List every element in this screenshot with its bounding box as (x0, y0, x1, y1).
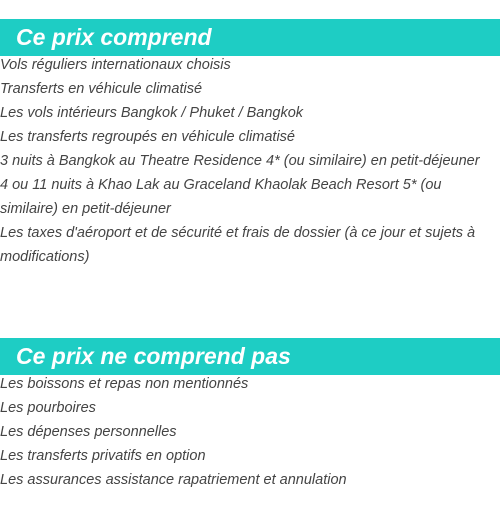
list-item: Les vols intérieurs Bangkok / Phuket / Bangkok (0, 105, 304, 121)
list-item: Les transferts regroupés en véhicule climatisé (0, 129, 295, 145)
list-item: Les assurances assistance rapatriement et annulation (0, 472, 347, 488)
excludes-list (0, 372, 500, 492)
excludes-section-title: Ce prix ne comprend pas (0, 338, 500, 375)
list-item: Les taxes d'aéroport et de sécurité et frais de dossier (à ce jour et sujets à modifications) (0, 225, 476, 265)
includes-section-title: Ce prix comprend (0, 19, 500, 56)
list-item: Les dépenses personnelles (0, 424, 177, 440)
list-item: 3 nuits à Bangkok au Theatre Residence 4* (ou similaire) en petit-déjeuner (0, 153, 480, 169)
list-item: Transferts en véhicule climatisé (0, 81, 203, 97)
list-item: Vols réguliers internationaux choisis (0, 57, 231, 73)
includes-list (0, 53, 500, 269)
list-item: 4 ou 11 nuits à Khao Lak au Graceland Khaolak Beach Resort 5* (ou similaire) en petit-déjeuner (0, 177, 442, 217)
list-item: Les transferts privatifs en option (0, 448, 206, 464)
list-item: Les pourboires (0, 400, 96, 416)
list-item: Les boissons et repas non mentionnés (0, 376, 249, 392)
